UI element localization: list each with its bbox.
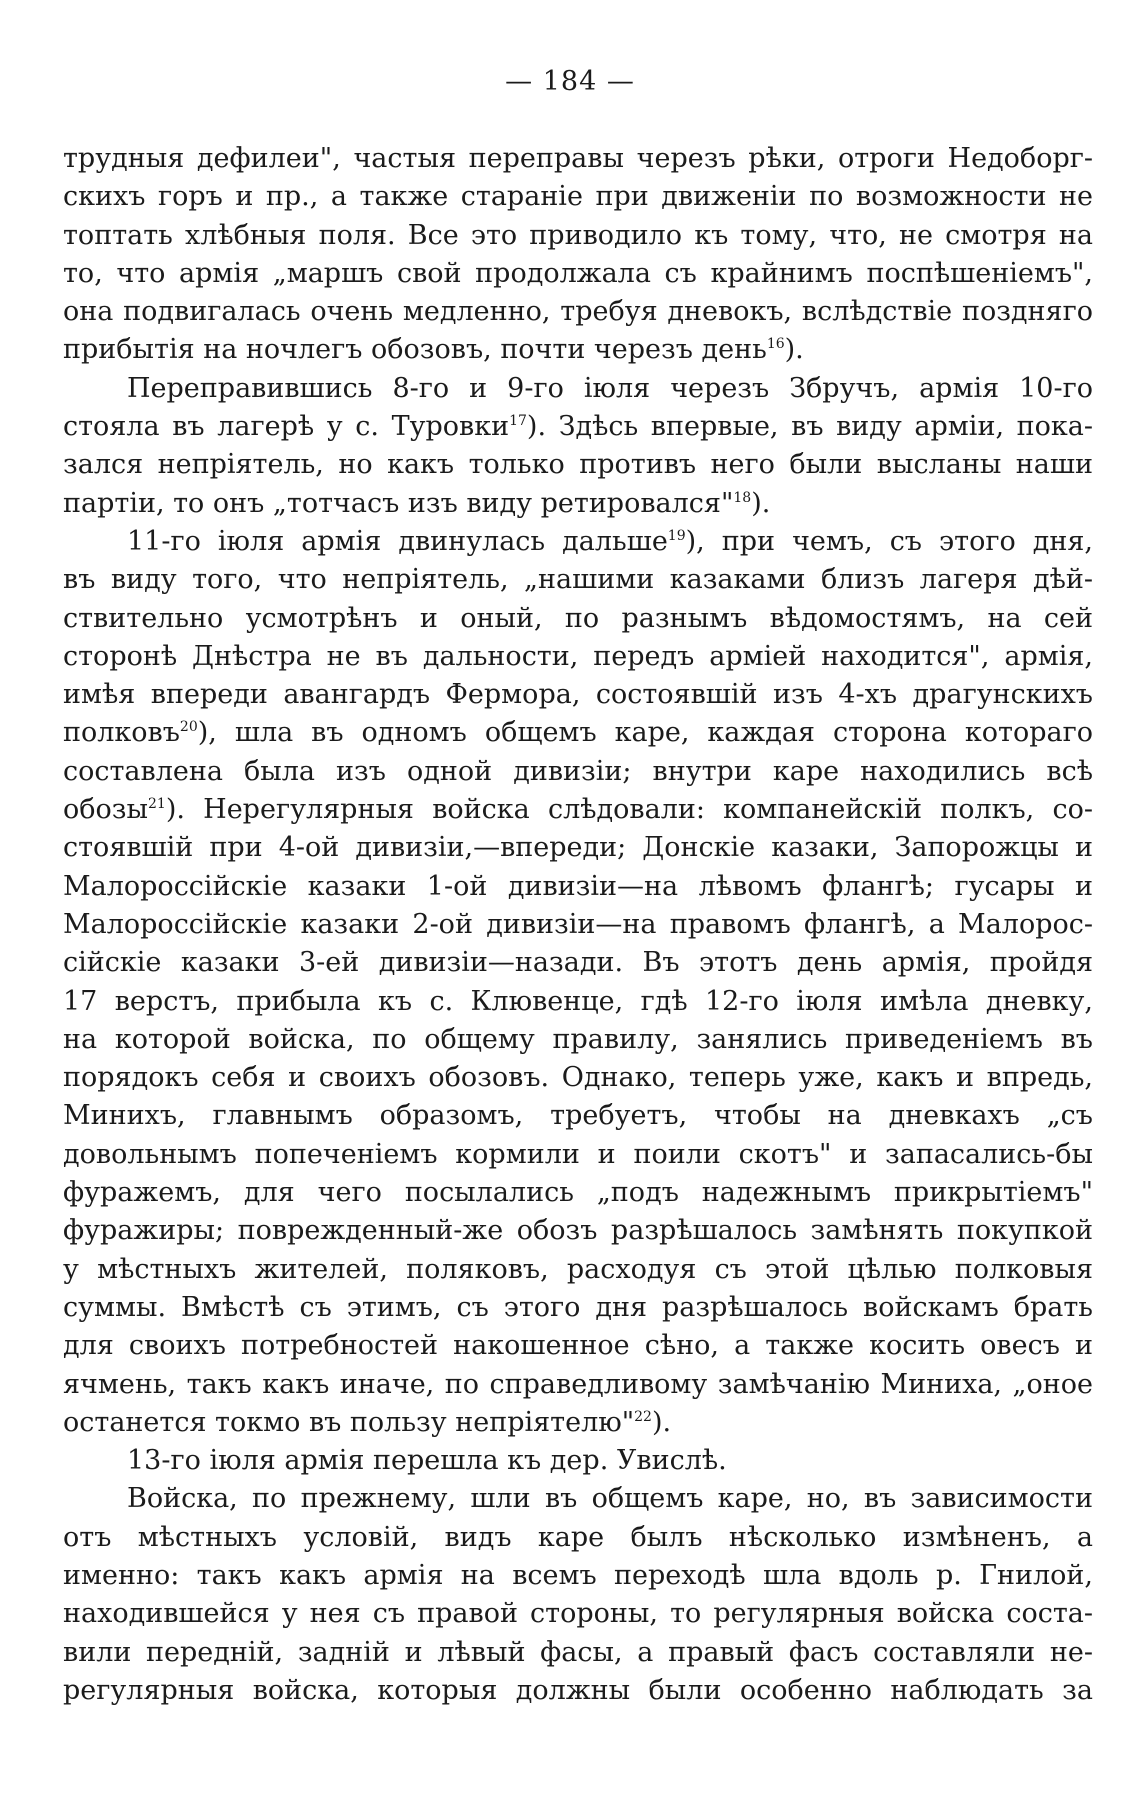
text-line: [63, 255, 1093, 293]
text-line: [63, 829, 1093, 867]
text-line-content: вили передній, задній и лѣвый фасы, а правый фасъ составляли не-: [63, 1636, 1093, 1668]
text-line-content: полковъ: [63, 717, 180, 749]
text-line-content: партіи, то онъ „тотчасъ изъ виду ретировался": [63, 487, 734, 519]
text-line: [63, 753, 1093, 791]
text-line-content: зался непріятель, но какъ только противъ него были высланы наши: [63, 449, 1093, 481]
text-line-content: порядокъ себя и своихъ обозовъ. Однако, теперь уже, какъ и впредь,: [63, 1062, 1093, 1094]
footnote-reference: 20: [179, 719, 198, 736]
text-line-content: фуражиры; поврежденный-же обозъ разрѣшалось замѣнять покупкой: [63, 1215, 1093, 1247]
text-line: [63, 1442, 1093, 1480]
text-line-content: скихъ горъ и пр., а также стараніе при движеніи по возможности не: [63, 181, 1093, 213]
text-line: [63, 638, 1093, 676]
text-line-content: стояла въ лагерѣ у с. Туровки: [63, 411, 510, 443]
page-number: — 184 —: [505, 66, 635, 97]
text-line-content: составлена была изъ одной дивизіи; внутри каре находились всѣ: [63, 755, 1093, 787]
text-line: [63, 1672, 1093, 1710]
footnote-reference: 22: [634, 1408, 652, 1425]
text-line-content: ствительно усмотрѣнъ и оный, по разнымъ вѣдомостямъ, на сей: [63, 602, 1093, 634]
text-line: [63, 1327, 1093, 1365]
text-line-continuation: ). Здѣсь впервые, въ виду арміи, пока-: [526, 411, 1093, 443]
text-line: [63, 1097, 1093, 1135]
text-line-content: стоявшій при 4-ой дивизіи,—впереди; Донскіе казаки, Запорожцы и: [63, 832, 1093, 864]
text-line: [63, 178, 1093, 216]
text-line: [63, 485, 1093, 523]
text-line-content: Минихъ, главнымъ образомъ, требуетъ, чтобы на дневкахъ „съ: [63, 1100, 1093, 1132]
text-line: [63, 523, 1093, 561]
text-line: [63, 1480, 1093, 1518]
text-line-content: регулярныя войска, которыя должны были особенно наблюдать за: [63, 1674, 1093, 1706]
text-line-content: прибытія на ночлегъ обозовъ, почти черезъ день: [63, 334, 767, 366]
text-line: [63, 1212, 1093, 1250]
text-line: [63, 1634, 1093, 1672]
text-line: [63, 676, 1093, 714]
text-line: [63, 1557, 1093, 1595]
text-line-content: топтать хлѣбныя поля. Все это приводило къ тому, что, не смотря на: [63, 219, 1093, 251]
text-line-content: 13-го іюля армія перешла къ дер. Увислѣ.: [127, 1445, 727, 1477]
text-line: [63, 561, 1093, 599]
text-line-content: Малороссійскіе казаки 2-ой дивизіи—на правомъ флангѣ, а Малорос-: [63, 908, 1093, 940]
text-line: [63, 600, 1093, 638]
text-line-continuation: ), шла въ одномъ общемъ каре, каждая сторона котораго: [197, 717, 1093, 749]
text-line: [63, 1021, 1093, 1059]
footnote-reference: 21: [147, 796, 166, 813]
text-line-content: на которой войска, по общему правилу, занялись приведеніемъ въ: [63, 1023, 1093, 1055]
text-line: [63, 1136, 1093, 1174]
text-line-continuation: ). Нерегулярныя войска слѣдовали: компанейскій полкъ, со-: [165, 794, 1093, 826]
text-line-content: то, что армія „маршъ свой продолжала съ крайнимъ поспѣшеніемъ",: [63, 257, 1093, 289]
text-line: [63, 331, 1093, 369]
text-line-content: въ виду того, что непріятель, „нашими казаками близъ лагеря дѣй-: [63, 564, 1093, 596]
text-line-content: обозы: [63, 794, 148, 826]
text-line-content: находившейся у нея съ правой стороны, то регулярныя войска соста-: [63, 1598, 1093, 1630]
text-line-continuation: ).: [784, 334, 804, 366]
text-line: [63, 944, 1093, 982]
text-line: [63, 1595, 1093, 1633]
text-line: [63, 1404, 1093, 1442]
text-line-content: ячмень, такъ какъ иначе, по справедливому замѣчанію Миниха, „оное: [63, 1368, 1093, 1400]
text-line: [63, 1059, 1093, 1097]
text-line-content: имѣя впереди авангардъ Фермора, состоявшій изъ 4-хъ драгунскихъ: [63, 679, 1093, 711]
footnote-reference: 18: [733, 489, 752, 506]
text-line: [63, 217, 1093, 255]
text-line: [63, 293, 1093, 331]
footnote-reference: 19: [667, 527, 686, 544]
text-line-content: у мѣстныхъ жителей, поляковъ, расходуя съ этой цѣлью полковыя: [63, 1253, 1093, 1285]
text-line: [63, 791, 1093, 829]
text-line-content: она подвигалась очень медленно, требуя дневокъ, вслѣдствіе поздняго: [63, 296, 1093, 328]
text-line-content: для своихъ потребностей накошенное сѣно, а также косить овесъ и: [63, 1330, 1093, 1362]
text-line: [63, 408, 1093, 446]
text-line-content: трудныя дефилеи", частыя переправы черезъ рѣки, отроги Недоборг-: [63, 143, 1093, 174]
text-line: [63, 906, 1093, 944]
text-line-content: 11-го іюля армія двинулась дальше: [127, 525, 668, 557]
text-line-content: довольнымъ попеченіемъ кормили и поили скотъ" и запасались-бы: [63, 1138, 1093, 1170]
text-line: [63, 1519, 1093, 1557]
text-line-content: останется токмо въ пользу непріятелю": [63, 1406, 635, 1438]
text-line: [63, 1251, 1093, 1289]
footnote-reference: 16: [766, 336, 785, 353]
text-line-continuation: ).: [751, 487, 771, 519]
text-line-content: 17 верстъ, прибыла къ с. Клювенце, гдѣ 12-го іюля имѣла дневку,: [63, 985, 1093, 1017]
text-line: [63, 140, 1093, 178]
text-line-content: суммы. Вмѣстѣ съ этимъ, съ этого дня разрѣшалось войскамъ брать: [63, 1291, 1093, 1323]
text-line-continuation: ), при чемъ, съ этого дня,: [685, 525, 1093, 557]
text-line: [63, 1289, 1093, 1327]
text-line-content: отъ мѣстныхъ условій, видъ каре былъ нѣсколько измѣненъ, а: [63, 1521, 1093, 1553]
text-line: [63, 370, 1093, 408]
text-line: [63, 1174, 1093, 1212]
text-line-content: Войска, по прежнему, шли въ общемъ каре, но, въ зависимости: [127, 1483, 1093, 1515]
text-line: [63, 868, 1093, 906]
text-line-content: Малороссійскіе казаки 1-ой дивизіи—на лѣвомъ флангѣ; гусары и: [63, 870, 1093, 902]
text-line-content: именно: такъ какъ армія на всемъ переходѣ шла вдоль р. Гнилой,: [63, 1559, 1093, 1591]
text-line: [63, 446, 1093, 484]
body-text: [63, 140, 1093, 1710]
text-line-content: Переправившись 8-го и 9-го іюля черезъ Збручъ, армія 10-го: [127, 372, 1093, 404]
text-line-continuation: ).: [651, 1406, 672, 1438]
text-line-content: сторонѣ Днѣстра не въ дальности, передъ арміей находится", армія,: [63, 640, 1093, 672]
text-line: [63, 983, 1093, 1021]
text-line: [63, 714, 1093, 752]
footnote-reference: 17: [509, 413, 527, 430]
text-line-content: фуражемъ, для чего посылались „подъ надежнымъ прикрытіемъ": [63, 1177, 1093, 1209]
text-line: [63, 1366, 1093, 1404]
text-line-content: сійскіе казаки 3-ей дивизіи—назади. Въ этотъ день армія, пройдя: [63, 947, 1093, 979]
